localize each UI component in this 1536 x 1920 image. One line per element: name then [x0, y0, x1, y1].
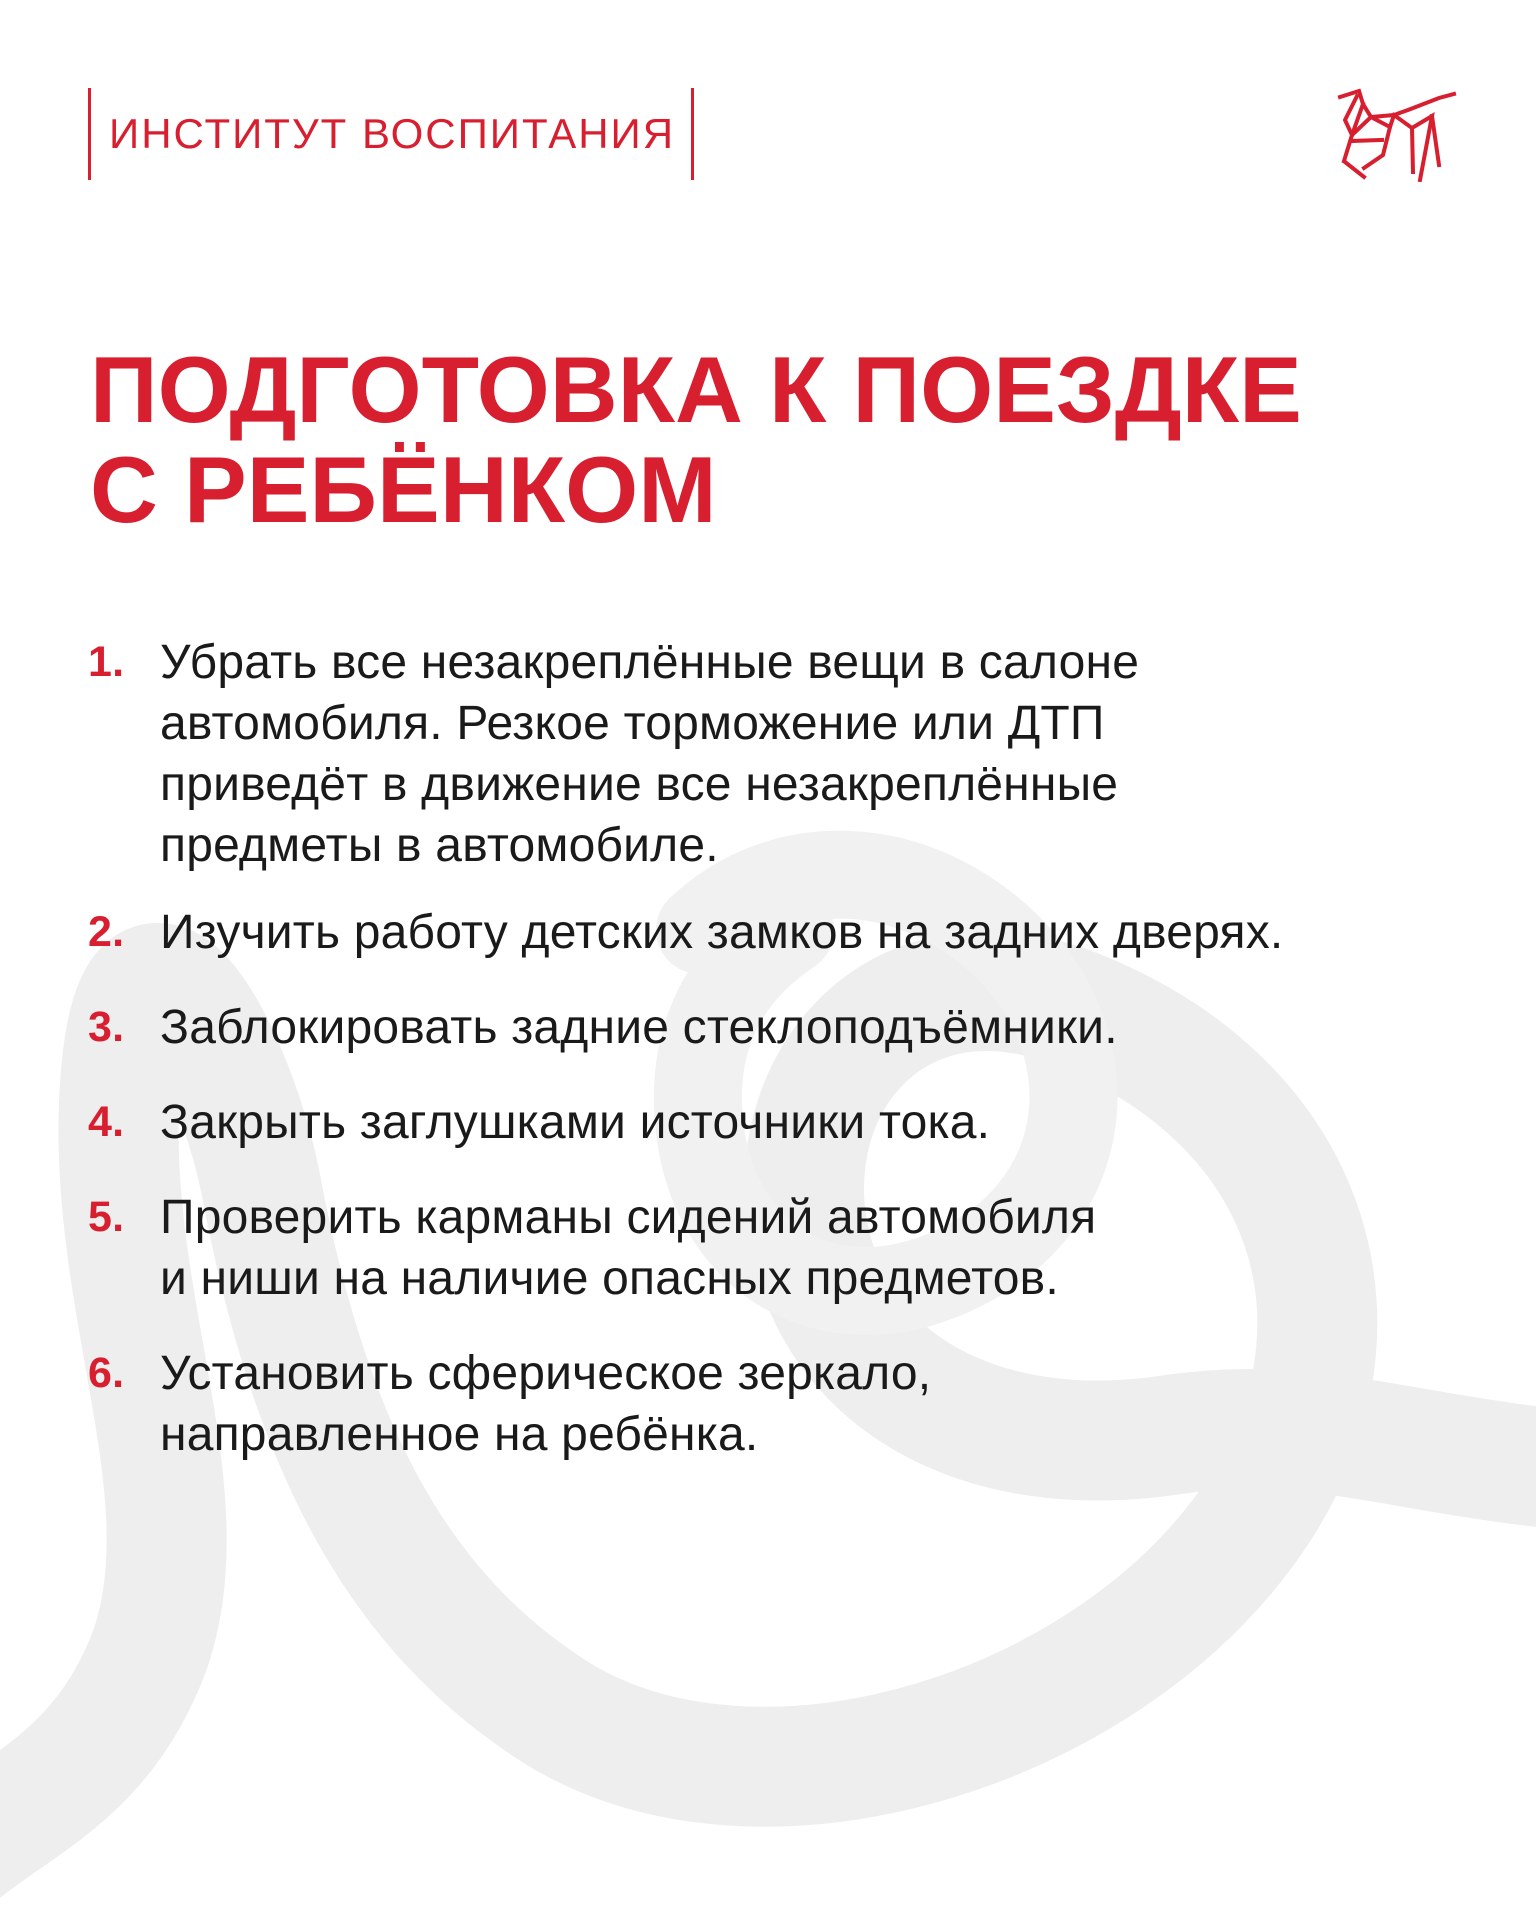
item-5-line-1: Проверить карманы сидений автомобиля [160, 1191, 1097, 1244]
horse-logo-icon [1336, 86, 1458, 182]
list-item-6 [88, 1343, 1468, 1465]
list-item-2 [88, 902, 1468, 963]
item-3-line-1: Заблокировать задние стеклоподъёмники. [160, 1001, 1118, 1054]
title-line-2: С РЕБЁНКОМ [90, 436, 717, 542]
item-number-1: 1. [88, 638, 125, 686]
title-line-1: ПОДГОТОВКА К ПОЕЗДКЕ [90, 337, 1302, 442]
item-number-3: 3. [88, 1003, 125, 1051]
page-title [90, 337, 1450, 542]
item-number-5: 5. [88, 1193, 125, 1241]
list-item-4 [88, 1092, 1468, 1153]
item-number-6: 6. [88, 1349, 125, 1397]
item-text-2 [160, 902, 1460, 963]
item-6-line-1: Установить сферическое зеркало, [160, 1347, 932, 1400]
item-1-line-2: автомобиля. Резкое торможение или ДТП [160, 697, 1105, 750]
brand-header [88, 88, 694, 180]
item-1-line-3: приведёт в движение все незакреплённые [160, 758, 1119, 811]
item-text-6 [160, 1343, 1460, 1465]
item-5-line-2: и ниши на наличие опасных предметов. [160, 1252, 1059, 1305]
item-1-line-1: Убрать все незакреплённые вещи в салоне [160, 636, 1140, 689]
item-text-1 [160, 632, 1460, 876]
list-item-3 [88, 997, 1468, 1058]
item-number-4: 4. [88, 1098, 125, 1146]
item-1-line-4: предметы в автомобиле. [160, 819, 719, 872]
trip-preparation-list [88, 632, 1468, 1465]
item-4-line-1: Закрыть заглушками источники тока. [160, 1096, 991, 1149]
item-2-line-1: Изучить работу детских замков на задних дверях. [160, 906, 1284, 959]
brand-name: ИНСТИТУТ ВОСПИТАНИЯ [109, 110, 676, 157]
brand-right-divider [691, 88, 694, 180]
item-text-5 [160, 1187, 1460, 1309]
list-item-1 [88, 632, 1468, 876]
item-number-2: 2. [88, 908, 125, 956]
item-text-4 [160, 1092, 1460, 1153]
list-item-5 [88, 1187, 1468, 1309]
item-6-line-2: направленное на ребёнка. [160, 1408, 759, 1461]
item-text-3 [160, 997, 1460, 1058]
